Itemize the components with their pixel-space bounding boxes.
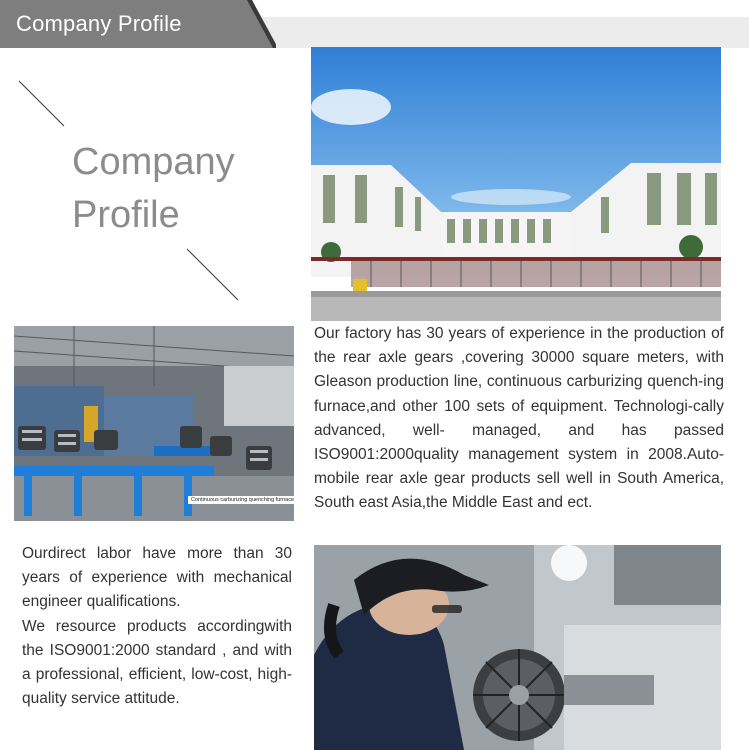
- furnace-photo-caption: Continuous carburizing quenching furnace: [188, 496, 297, 504]
- factory-photo: [311, 47, 721, 321]
- labor-paragraph-1: Ourdirect labor have more than 30 years of experience with mechanical engineer qualifications.: [22, 545, 292, 611]
- decorative-line-bottom: [186, 248, 240, 302]
- labor-text-block: [22, 542, 292, 711]
- header-title: Company Profile: [16, 11, 182, 36]
- page-title-line-2: Profile: [72, 194, 180, 236]
- section-header: [0, 0, 749, 48]
- furnace-photo: [14, 326, 294, 521]
- page-title-line-1: Company: [72, 141, 235, 183]
- header-bar: [250, 17, 749, 48]
- decorative-line-top: [18, 80, 66, 128]
- page-title: [72, 136, 235, 242]
- machinist-photo: [314, 545, 721, 750]
- labor-paragraph-2: We resource products accordingwith the ISO9001:2000 standard , and with a professional, efficient, low-cost, high-quality service attitude.: [22, 617, 292, 708]
- intro-paragraph: Our factory has 30 years of experience in the production of the rear axle gears ,covering 30000 square meters, with Gleason production line, continuous carburizing quench-ing furnace,and other 100 sets of equipment. Technologi-cally advanced, well- managed, and has passed ISO9001:2000quality management system in 2008.Auto-mobile rear axle gear products sell well in South America, South east Asia,the Middle East and ect.: [314, 325, 724, 512]
